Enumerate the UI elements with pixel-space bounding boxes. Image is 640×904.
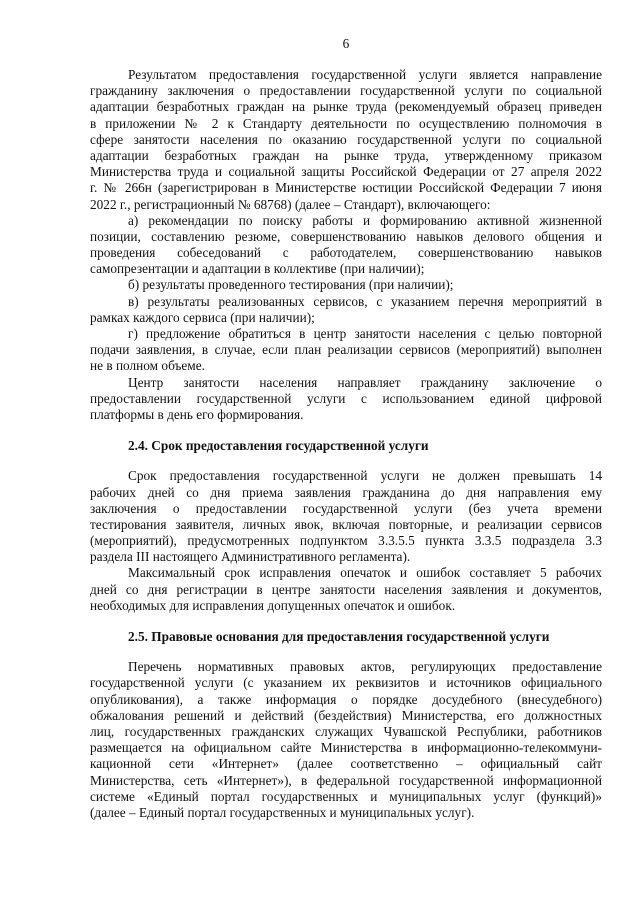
text-line: тестирования заявителя, личных явок, включая повторные, и реализации сервисов xyxy=(90,516,602,532)
section-heading-2-4: 2.4. Срок предоставления государственной услуги xyxy=(128,437,429,453)
text-line: а) рекомендации по поиску работы и формированию активной жизненной xyxy=(128,212,602,228)
paragraph-employment-center xyxy=(90,375,602,424)
text-line: адаптации безработных граждан на рынке труда (рекомендуемый образец приведен xyxy=(90,99,602,115)
text-line: г. № 266н (зарегистрирован в Министерстве юстиции Российской Федерации 7 июня xyxy=(90,180,602,196)
text-line: позиции, составлению резюме, совершенствованию навыков делового общения и xyxy=(90,228,602,244)
text-line: Министерства труда и социальной защиты Российской Федерации от 27 апреля 2022 xyxy=(90,164,602,180)
text-line: опубликования), а также информация о порядке досудебного (внесудебного) xyxy=(90,691,602,707)
paragraph-corrections xyxy=(90,565,602,614)
text-line: в) результаты реализованных сервисов, с указанием перечня мероприятий в xyxy=(128,293,602,309)
list-item-d xyxy=(90,326,602,375)
text-line: раздела III настоящего Административного регламента). xyxy=(90,549,411,565)
text-line: (далее – Единый портал государственных и муниципальных услуг). xyxy=(90,804,475,820)
list-item-a xyxy=(90,213,602,278)
text-line: адаптации безработных граждан на рынке труда, утвержденному приказом xyxy=(90,147,602,163)
text-line: г) предложение обратиться в центр занятости населения с целью повторной xyxy=(128,326,602,341)
list-item-b xyxy=(90,277,602,293)
text-line: не в полном объеме. xyxy=(90,358,205,374)
text-line: (мероприятий), предусмотренных подпунктом 3.3.5.5 пункта 3.3.5 подраздела 3.3 xyxy=(90,533,602,549)
paragraph-result xyxy=(90,67,602,213)
section-heading-2-5: 2.5. Правовые основания для предоставления государственной услуги xyxy=(128,628,550,644)
text-line: лиц, государственных гражданских служащих Чувашской Республики, работников xyxy=(90,723,602,739)
paragraph-deadline xyxy=(90,468,602,565)
text-line: гражданину заключения о предоставлении государственной услуги по социальной xyxy=(90,83,602,99)
text-line: обжалования решений и действий (бездействия) Министерства, его должностных xyxy=(90,707,602,723)
text-line: платформы в день его формирования. xyxy=(90,406,304,422)
text-line: Срок предоставления государственной услуги не должен превышать 14 xyxy=(128,468,602,484)
text-line: дней со дня регистрации в центре занятости населения заявления и документов, xyxy=(90,581,602,597)
text-line: подачи заявления, в случае, если план реализации сервисов (мероприятий) выполнен xyxy=(90,342,602,358)
page-number: 6 xyxy=(342,36,350,51)
text-line: системе «Единый портал государственных и муниципальных услуг (функций)» xyxy=(90,788,602,804)
text-line: рамках каждого сервиса (при наличии); xyxy=(90,309,315,325)
text-line: Министерства, сеть «Интернет»), в федеральной государственной информационной xyxy=(90,772,602,788)
text-line: Центр занятости населения направляет гражданину заключение о xyxy=(128,374,602,390)
text-line: проведения собеседований с работодателем, совершенствованию навыков xyxy=(90,245,602,261)
text-line: 2022 г., регистрационный № 68768) (далее – Стандарт), включающего: xyxy=(90,196,491,212)
text-line: самопрезентации и адаптации в коллективе (при наличии); xyxy=(90,261,425,277)
text-line: предоставлении государственной услуги с использованием единой цифровой xyxy=(90,390,602,406)
page-content xyxy=(90,67,602,821)
text-line: в приложении № 2 к Стандарту деятельности по осуществлению полномочия в xyxy=(90,115,602,131)
text-line: Результатом предоставления государственной услуги является направление xyxy=(128,67,602,82)
text-line: рабочих дней со дня приема заявления гражданина до дня направления ему xyxy=(90,484,602,500)
text-line: Максимальный срок исправления опечаток и ошибок составляет 5 рабочих xyxy=(128,565,602,581)
text-line: б) результаты проведенного тестирования (при наличии); xyxy=(128,277,454,293)
text-line: заключения о предоставлении государственной услуги (без учета времени xyxy=(90,500,602,516)
text-line: размещается на официальном сайте Министерства в информационно-телекоммуни- xyxy=(90,740,602,756)
list-item-c xyxy=(90,294,602,326)
text-line: Перечень нормативных правовых актов, регулирующих предоставление xyxy=(128,659,602,675)
text-line: государственной услуги (с указанием их реквизитов и источников официального xyxy=(90,675,602,691)
paragraph-legal-basis xyxy=(90,659,602,821)
text-line: необходимых для исправления допущенных опечаток и ошибок. xyxy=(90,597,456,613)
text-line: сфере занятости населения по оказанию государственной услуги по социальной xyxy=(90,131,602,147)
text-line: кационной сети «Интернет» (далее соответственно – официальный сайт xyxy=(90,756,602,772)
